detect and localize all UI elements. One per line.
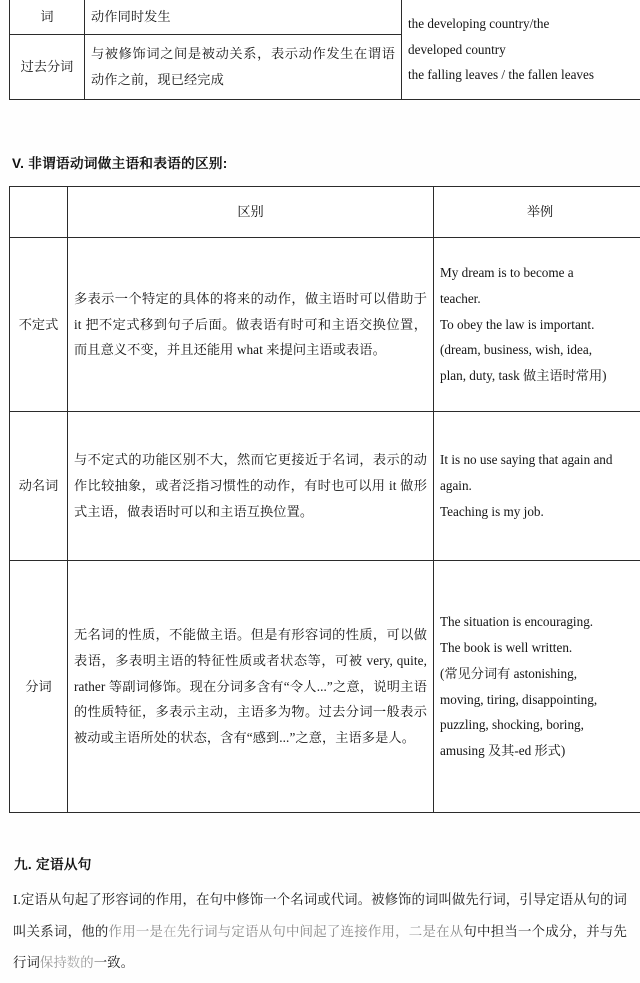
section-heading-v: V. 非谓语动词做主语和表语的区别: [12, 156, 228, 171]
row-description-past-participle: 与被修饰词之间是被动关系，表示动作发生在谓语动作之前，现已经完成 [85, 34, 402, 99]
section-v-table-container [9, 186, 640, 813]
paragraph-segment-faded: 在 [163, 923, 177, 939]
example-line: amusing 及其-ed 形式) [440, 742, 566, 758]
example-line: It is no use saying that again and [440, 452, 613, 468]
row-examples-gerund [434, 412, 640, 561]
header-examples: 举例 [434, 187, 640, 238]
row-label-infinitive: 不定式 [10, 238, 68, 412]
non-finite-verb-table [9, 186, 640, 813]
header-blank [10, 187, 68, 238]
example-line: The book is well written. [440, 640, 573, 656]
section-nine-paragraph [13, 884, 627, 979]
paragraph-segment-faded: 数 [66, 955, 81, 970]
table-row-gerund [10, 412, 640, 561]
row-difference-gerund: 与不定式的功能区别不大，然而它更接近于名词，表示的动作比较抽象，或者泛指习惯性的动作，有时也可以用 it 做形式主语，做表语时可以和主语互换位置。 [68, 412, 434, 561]
row-label-present-participle-cont: 词 [10, 0, 85, 34]
example-line: developed country [408, 41, 506, 57]
continued-table [9, 0, 640, 100]
example-line: (dream, business, wish, idea, [440, 342, 592, 358]
row-examples-participles [402, 0, 640, 99]
row-examples-infinitive [434, 238, 640, 412]
row-label-participle: 分词 [10, 561, 68, 813]
paragraph-segment-faded: 作用一是 [108, 923, 164, 939]
paragraph-segment-faded: 先行词与定语从句中间起了连接作用，二是在从 [176, 923, 464, 939]
row-difference-infinitive: 多表示一个特定的具体的将来的动作，做主语时可以借助于 it 把不定式移到句子后面。做表语有时可和主语交换位置，而且意义不变，并且还能用 what 来提问主语或表语。 [68, 238, 434, 412]
table-row [10, 0, 640, 34]
row-label-gerund: 动名词 [10, 412, 68, 561]
example-line: (常见分词有 astonishing, [440, 665, 578, 681]
example-line: plan, duty, task 做主语时常用) [440, 368, 607, 384]
example-line: teacher. [440, 290, 481, 306]
row-label-past-participle: 过去分词 [10, 34, 85, 99]
section-heading-nine: 九. 定语从句 [14, 857, 92, 872]
continued-table-container [9, 0, 640, 100]
table-row-participle [10, 561, 640, 813]
paragraph-segment: 句中担当一个成分，并与先行词 [13, 923, 627, 970]
example-line: To obey the law is important. [440, 316, 595, 332]
example-line: the developing country/the [408, 15, 550, 31]
example-line: puzzling, shocking, boring, [440, 717, 584, 733]
paragraph-segment: I.定语从句起了形容词的作用，在句中修饰一个名词或代词。被修饰的词叫做先行词，引导定语从句的词叫关系词，他的 [13, 892, 627, 939]
example-line: again. [440, 478, 472, 494]
header-difference: 区别 [68, 187, 434, 238]
row-description-present-participle-cont: 动作同时发生 [85, 0, 402, 34]
paragraph-segment: 一致。 [93, 955, 135, 970]
example-line: The situation is encouraging. [440, 614, 594, 630]
example-line: the falling leaves / the fallen leaves [408, 67, 595, 83]
row-difference-participle: 无名词的性质，不能做主语。但是有形容词的性质，可以做表语，多表明主语的特征性质或者状态等，可被 very, quite, rather 等副词修饰。现在分词多含有“令人...”之意，说明主语的性质特征，多表示主动，主语多为物。过去分词一般表示被动或主语所处的状态，含有“感到...”之意，主语多是人。 [68, 561, 434, 813]
table-header-row [10, 187, 640, 238]
example-line: My dream is to become a [440, 265, 574, 281]
example-line: moving, tiring, disappointing, [440, 691, 598, 707]
paragraph-segment-faded: 的 [80, 955, 94, 970]
example-line: Teaching is my job. [440, 503, 544, 519]
table-row-infinitive [10, 238, 640, 412]
row-examples-participle [434, 561, 640, 813]
paragraph-segment-faded: 保持 [39, 955, 67, 970]
